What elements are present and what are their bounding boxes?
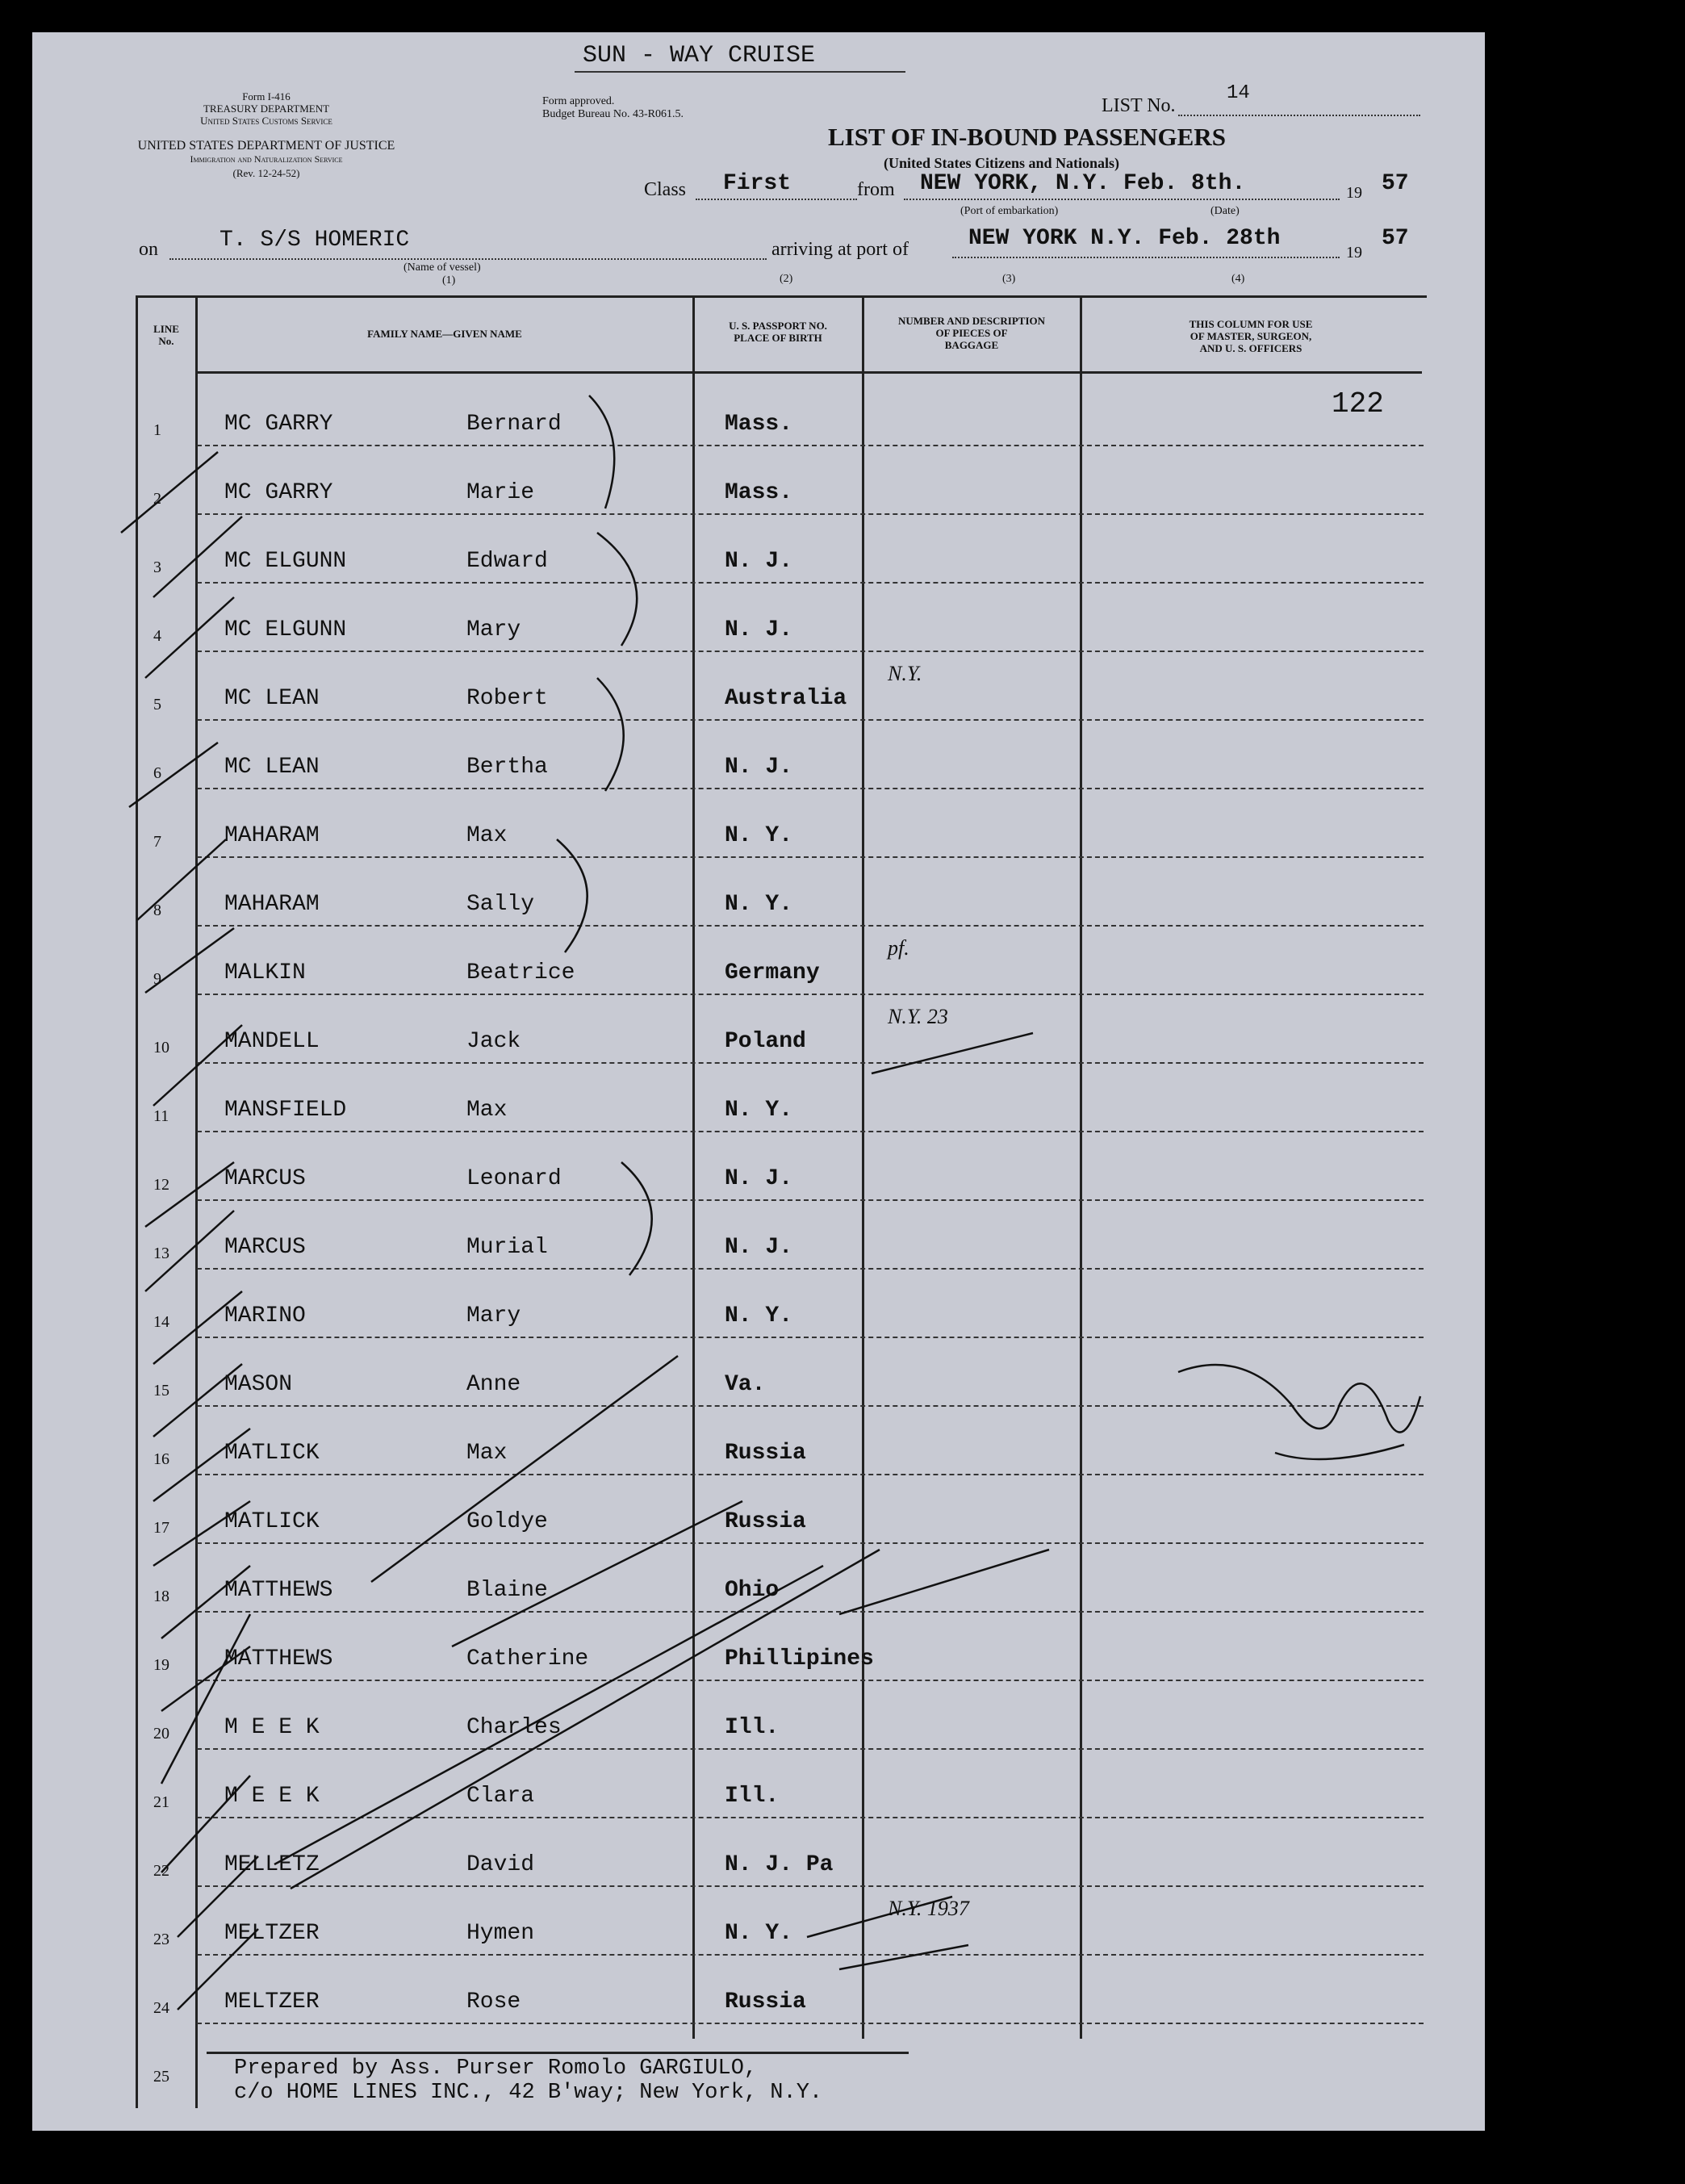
family-name: MATLICK: [224, 1509, 320, 1534]
table-row: [32, 1477, 1485, 1546]
place-of-birth: N. Y.: [725, 1098, 793, 1123]
place-of-birth: N. J.: [725, 755, 793, 780]
row-divider: [197, 1405, 1424, 1407]
given-name: Anne: [466, 1372, 521, 1397]
line-number: 21: [153, 1793, 169, 1811]
year-value: 57: [1382, 171, 1409, 196]
family-name: MANDELL: [224, 1029, 320, 1054]
place-of-birth: Mass.: [725, 480, 793, 505]
line-number: 6: [153, 764, 161, 782]
row-divider: [197, 1199, 1424, 1201]
row-divider: [197, 651, 1424, 652]
table-row: [32, 1820, 1485, 1889]
line-number: 23: [153, 1931, 169, 1948]
row-divider: [197, 1542, 1424, 1544]
row-divider: [197, 1268, 1424, 1270]
given-name: Bernard: [466, 412, 562, 437]
col-3-label: (3): [1002, 273, 1016, 285]
place-of-birth: Germany: [725, 960, 820, 985]
row-divider: [197, 925, 1424, 927]
family-name: MC ELGUNN: [224, 549, 347, 574]
family-name: MC GARRY: [224, 480, 333, 505]
table-row: [32, 928, 1485, 997]
treasury-dept: TREASURY DEPARTMENT: [203, 103, 330, 115]
given-name: Bertha: [466, 755, 548, 780]
handwritten-note: N.Y. 23: [888, 1005, 948, 1028]
family-name: MC LEAN: [224, 755, 320, 780]
row-divider: [197, 445, 1424, 446]
cruise-title: SUN - WAY CRUISE: [583, 42, 816, 69]
given-name: Murial: [466, 1235, 548, 1260]
col-1-label: (1): [442, 274, 456, 287]
line-number: 7: [153, 833, 161, 851]
list-subtitle: (United States Citizens and Nationals): [884, 155, 1120, 171]
line-number: 15: [153, 1382, 169, 1400]
family-name: MARINO: [224, 1303, 306, 1328]
table-row: [32, 1546, 1485, 1614]
line-number: 24: [153, 1999, 169, 2017]
row-divider: [197, 1337, 1424, 1338]
given-name: Leonard: [466, 1166, 562, 1191]
port-embark-label: (Port of embarkation): [960, 205, 1059, 217]
table-row: [32, 654, 1485, 722]
family-name: MELTZER: [224, 1989, 320, 2015]
footer-line-1: Prepared by Ass. Purser Romolo GARGIULO,: [234, 2056, 758, 2081]
line-number: 13: [153, 1245, 169, 1262]
row-divider: [197, 1680, 1424, 1681]
family-name: MATTHEWS: [224, 1646, 333, 1671]
form-approved: Form approved.: [542, 95, 615, 107]
place-of-birth: Phillipines: [725, 1646, 874, 1671]
row-divider: [197, 2023, 1424, 2024]
place-of-birth: N. J.: [725, 549, 793, 574]
place-of-birth: N. Y.: [725, 1303, 793, 1328]
table-row: [32, 1889, 1485, 1957]
given-name: Mary: [466, 1303, 521, 1328]
family-name: MAHARAM: [224, 892, 320, 917]
header-officers: THIS COLUMN FOR USE OF MASTER, SURGEON, AND U. S. OFFICERS: [1189, 318, 1313, 354]
given-name: Hymen: [466, 1921, 535, 1946]
on-label: on: [139, 239, 158, 260]
header-baggage: NUMBER AND DESCRIPTION OF PIECES OF BAGGAGE: [897, 315, 1046, 351]
table-row: [32, 448, 1485, 517]
list-no-value: 14: [1227, 82, 1250, 104]
given-name: David: [466, 1852, 535, 1877]
title-underline: [575, 71, 905, 73]
line-number: 19: [153, 1656, 169, 1674]
place-of-birth: Ill.: [725, 1784, 780, 1809]
place-of-birth: Russia: [725, 1989, 806, 2015]
row-divider: [197, 788, 1424, 789]
row-divider: [197, 1131, 1424, 1132]
row-divider: [197, 1817, 1424, 1818]
doj-label: UNITED STATES DEPARTMENT OF JUSTICE: [137, 139, 395, 153]
header-left: [145, 90, 387, 127]
table-row: [32, 585, 1485, 654]
place-of-birth: Ill.: [725, 1715, 780, 1740]
arriving-label: arriving at port of: [771, 239, 909, 260]
place-of-birth: N. Y.: [725, 823, 793, 848]
family-name: MASON: [224, 1372, 293, 1397]
row-divider: [197, 582, 1424, 584]
line-number: 9: [153, 970, 161, 988]
year2-value: 57: [1382, 226, 1409, 251]
place-of-birth: Russia: [725, 1509, 806, 1534]
family-name: MC LEAN: [224, 686, 320, 711]
line-number: 1: [153, 421, 161, 439]
table-row: [32, 1065, 1485, 1134]
row-divider: [197, 1885, 1424, 1887]
row-divider: [197, 1954, 1424, 1956]
family-name: MARCUS: [224, 1166, 306, 1191]
place-of-birth: N. Y.: [725, 892, 793, 917]
place-of-birth: Ohio: [725, 1578, 780, 1603]
list-title: LIST OF IN-BOUND PASSENGERS: [828, 123, 1226, 151]
table-row: [32, 860, 1485, 928]
place-of-birth: N. J.: [725, 1235, 793, 1260]
ins-label: Immigration and Naturalization Service: [190, 153, 343, 165]
handwritten-note: N.Y.: [888, 662, 922, 685]
given-name: Charles: [466, 1715, 562, 1740]
table-row: [32, 791, 1485, 860]
row-divider: [197, 1062, 1424, 1064]
line-number: 14: [153, 1313, 169, 1331]
line-number: 8: [153, 902, 161, 919]
place-of-birth: N. Y.: [725, 1921, 793, 1946]
given-name: Beatrice: [466, 960, 575, 985]
given-name: Rose: [466, 1989, 521, 2015]
header-name: FAMILY NAME—GIVEN NAME: [367, 328, 522, 340]
year2-prefix: 19: [1346, 244, 1362, 261]
footer-top-border: [207, 2052, 909, 2054]
table-row: [32, 517, 1485, 585]
year-prefix: 19: [1346, 184, 1362, 202]
given-name: Max: [466, 1098, 508, 1123]
row-divider: [197, 994, 1424, 995]
given-name: Marie: [466, 480, 535, 505]
header-passport: U. S. PASSPORT NO. PLACE OF BIRTH: [729, 320, 827, 344]
line-number: 17: [153, 1519, 169, 1537]
table-row: [32, 722, 1485, 791]
given-name: Clara: [466, 1784, 535, 1809]
given-name: Mary: [466, 617, 521, 642]
line-number: 11: [153, 1107, 169, 1125]
place-of-birth: Russia: [725, 1441, 806, 1466]
from-value: NEW YORK, N.Y. Feb. 8th.: [920, 171, 1246, 196]
given-name: Max: [466, 823, 508, 848]
row-divider: [197, 1474, 1424, 1475]
arriving-value: NEW YORK N.Y. Feb. 28th: [968, 226, 1281, 251]
family-name: MANSFIELD: [224, 1098, 347, 1123]
class-line: [696, 199, 857, 200]
class-value: First: [723, 171, 792, 196]
line-number: 18: [153, 1588, 169, 1605]
line-number: 25: [153, 2068, 169, 2086]
vessel-label: (Name of vessel): [403, 261, 481, 274]
arriving-line: [952, 257, 1340, 258]
family-name: MELLETZ: [224, 1852, 320, 1877]
given-name: Robert: [466, 686, 548, 711]
table-row: [32, 379, 1485, 448]
place-of-birth: N. J.: [725, 617, 793, 642]
form-number: Form I-416: [242, 90, 291, 103]
manifest-sheet: [32, 32, 1485, 2131]
family-name: MAHARAM: [224, 823, 320, 848]
row-divider: [197, 719, 1424, 721]
table-row: [32, 1408, 1485, 1477]
list-no-label: LIST No.: [1102, 95, 1176, 116]
class-label: Class: [644, 179, 687, 200]
family-name: M E E K: [224, 1784, 320, 1809]
date-label: (Date): [1210, 205, 1240, 217]
line-number: 4: [153, 627, 161, 645]
stamp-number: 122: [1332, 387, 1384, 420]
place-of-birth: Va.: [725, 1372, 766, 1397]
handwritten-note: pf.: [888, 936, 909, 960]
vessel-line: [169, 258, 767, 260]
table-top-border: [136, 295, 1427, 298]
row-divider: [197, 856, 1424, 858]
line-number: 10: [153, 1039, 169, 1056]
col-2-label: (2): [780, 273, 793, 285]
table-row: [32, 1683, 1485, 1751]
given-name: Blaine: [466, 1578, 548, 1603]
line-number: 2: [153, 490, 161, 508]
rev-label: (Rev. 12-24-52): [232, 167, 300, 179]
place-of-birth: N. J. Pa: [725, 1852, 834, 1877]
place-of-birth: Australia: [725, 686, 847, 711]
handwritten-note: N.Y. 1937: [888, 1897, 969, 1920]
line-number: 5: [153, 696, 161, 713]
header-doj: [129, 139, 403, 180]
row-divider: [197, 1748, 1424, 1750]
given-name: Jack: [466, 1029, 521, 1054]
header-bottom-border: [195, 371, 1422, 374]
line-number: 3: [153, 559, 161, 576]
family-name: MATTHEWS: [224, 1578, 333, 1603]
line-number: 22: [153, 1862, 169, 1880]
family-name: MATLICK: [224, 1441, 320, 1466]
col-4-label: (4): [1231, 273, 1245, 285]
line-number: 16: [153, 1450, 169, 1468]
table-row: [32, 1957, 1485, 2026]
family-name: M E E K: [224, 1715, 320, 1740]
row-divider: [197, 1611, 1424, 1613]
place-of-birth: Mass.: [725, 412, 793, 437]
family-name: MC GARRY: [224, 412, 333, 437]
table-row: [32, 1751, 1485, 1820]
given-name: Goldye: [466, 1509, 548, 1534]
table-row: [32, 1614, 1485, 1683]
header-line-no: LINE No.: [153, 323, 179, 347]
from-line: [904, 199, 1340, 200]
family-name: MELTZER: [224, 1921, 320, 1946]
vessel-value: T. S/S HOMERIC: [220, 228, 410, 253]
table-row: [32, 1271, 1485, 1340]
customs-service: United States Customs Service: [200, 115, 332, 127]
from-label: from: [857, 179, 895, 200]
list-no-line: [1178, 115, 1420, 116]
table-row: [32, 1203, 1485, 1271]
given-name: Sally: [466, 892, 535, 917]
place-of-birth: Poland: [725, 1029, 806, 1054]
family-name: MALKIN: [224, 960, 306, 985]
line-number: 12: [153, 1176, 169, 1194]
row-divider: [197, 513, 1424, 515]
given-name: Edward: [466, 549, 548, 574]
given-name: Max: [466, 1441, 508, 1466]
family-name: MARCUS: [224, 1235, 306, 1260]
family-name: MC ELGUNN: [224, 617, 347, 642]
given-name: Catherine: [466, 1646, 589, 1671]
table-row: [32, 1134, 1485, 1203]
table-row: [32, 1340, 1485, 1408]
budget-bureau: Budget Bureau No. 43-R061.5.: [542, 108, 684, 120]
footer-line-2: c/o HOME LINES INC., 42 B'way; New York, N.Y.: [234, 2081, 823, 2105]
place-of-birth: N. J.: [725, 1166, 793, 1191]
line-number: 20: [153, 1725, 169, 1743]
table-row: [32, 997, 1485, 1065]
